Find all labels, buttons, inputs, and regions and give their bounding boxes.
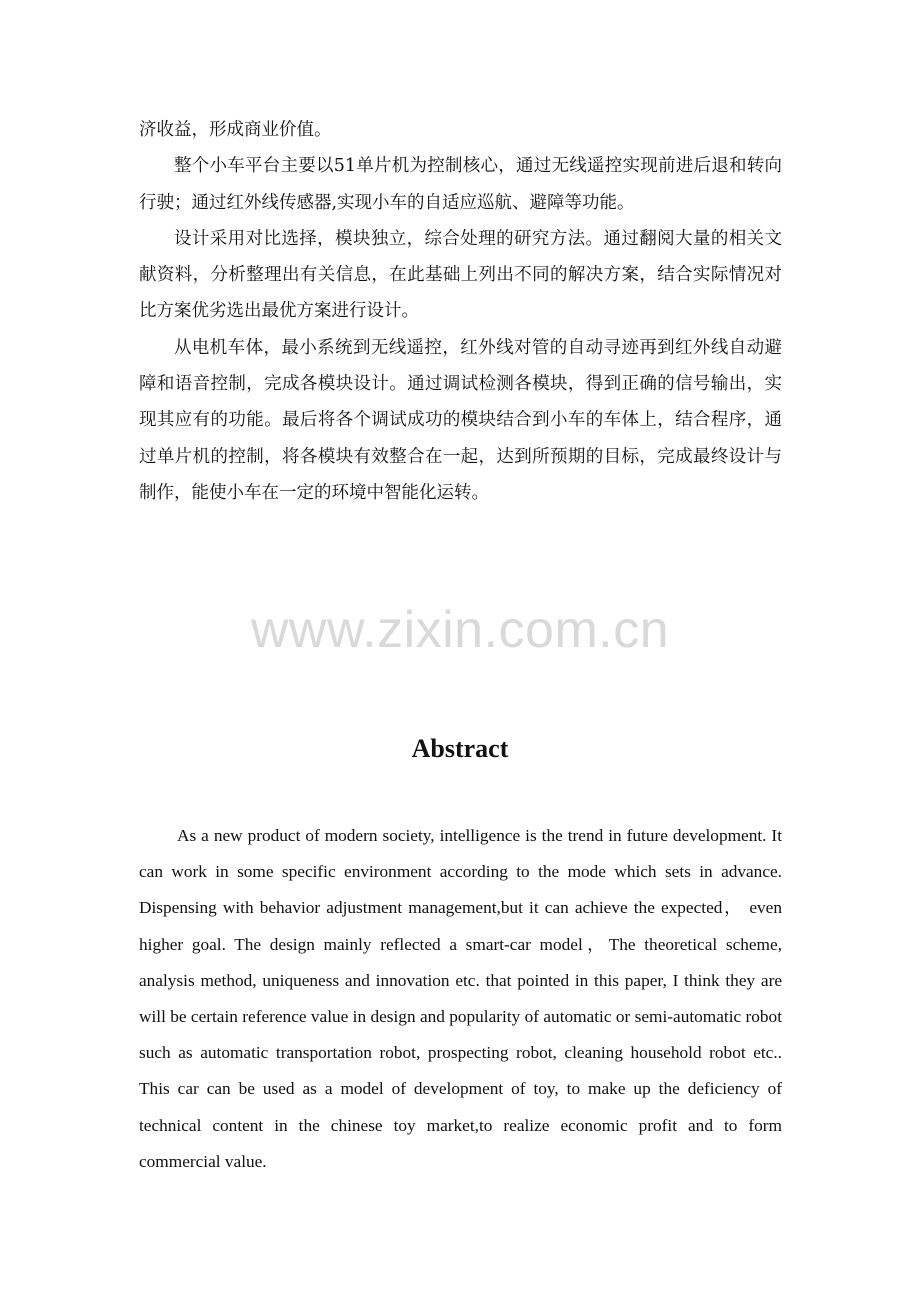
abstract-heading: Abstract: [411, 734, 509, 763]
abstract-paragraph: As a new product of modern society, intelligence is the trend in future development. It can work in some specific environment according to the mode which sets in advance. Dispensing with behavior adjustment management,but it can achieve the expected， even higher goal. The design mainly reflected a smart-car model，The theoretical scheme, analysis method, uniqueness and innovation etc. that pointed in this paper, I think they are will be certain reference value in design and popularity of automatic or semi-automatic robot such as automatic transportation robot, prospecting robot, cleaning household robot etc.. This car can be used as a model of development of toy, to make up the deficiency of technical content in the chinese toy market,to realize economic profit and to form commercial value.: [139, 826, 782, 1171]
chinese-paragraph-platform: 整个小车平台主要以51单片机为控制核心，通过无线遥控实现前进后退和转向行驶；通过红外线传感器,实现小车的自适应巡航、避障等功能。: [139, 156, 782, 213]
watermark-text: www.zixin.com.cn: [250, 601, 670, 659]
abstract-body: [139, 818, 782, 1180]
chinese-body-text: [139, 112, 782, 511]
chinese-paragraph-continuation: 济收益，形成商业价值。: [139, 120, 332, 140]
chinese-paragraph-modules: 从电机车体，最小系统到无线遥控，红外线对管的自动寻迹再到红外线自动避障和语音控制，完成各模块设计。通过调试检测各模块，得到正确的信号输出，实现其应有的功能。最后将各个调试成功的模块结合到小车的车体上，结合程序，通过单片机的控制，将各模块有效整合在一起，达到所预期的目标，完成最终设计与制作，能使小车在一定的环境中智能化运转。: [139, 337, 782, 503]
chinese-paragraph-method: 设计采用对比选择，模块独立，综合处理的研究方法。通过翻阅大量的相关文献资料，分析整理出有关信息，在此基础上列出不同的解决方案，结合实际情况对比方案优劣选出最优方案进行设计。: [139, 228, 782, 322]
